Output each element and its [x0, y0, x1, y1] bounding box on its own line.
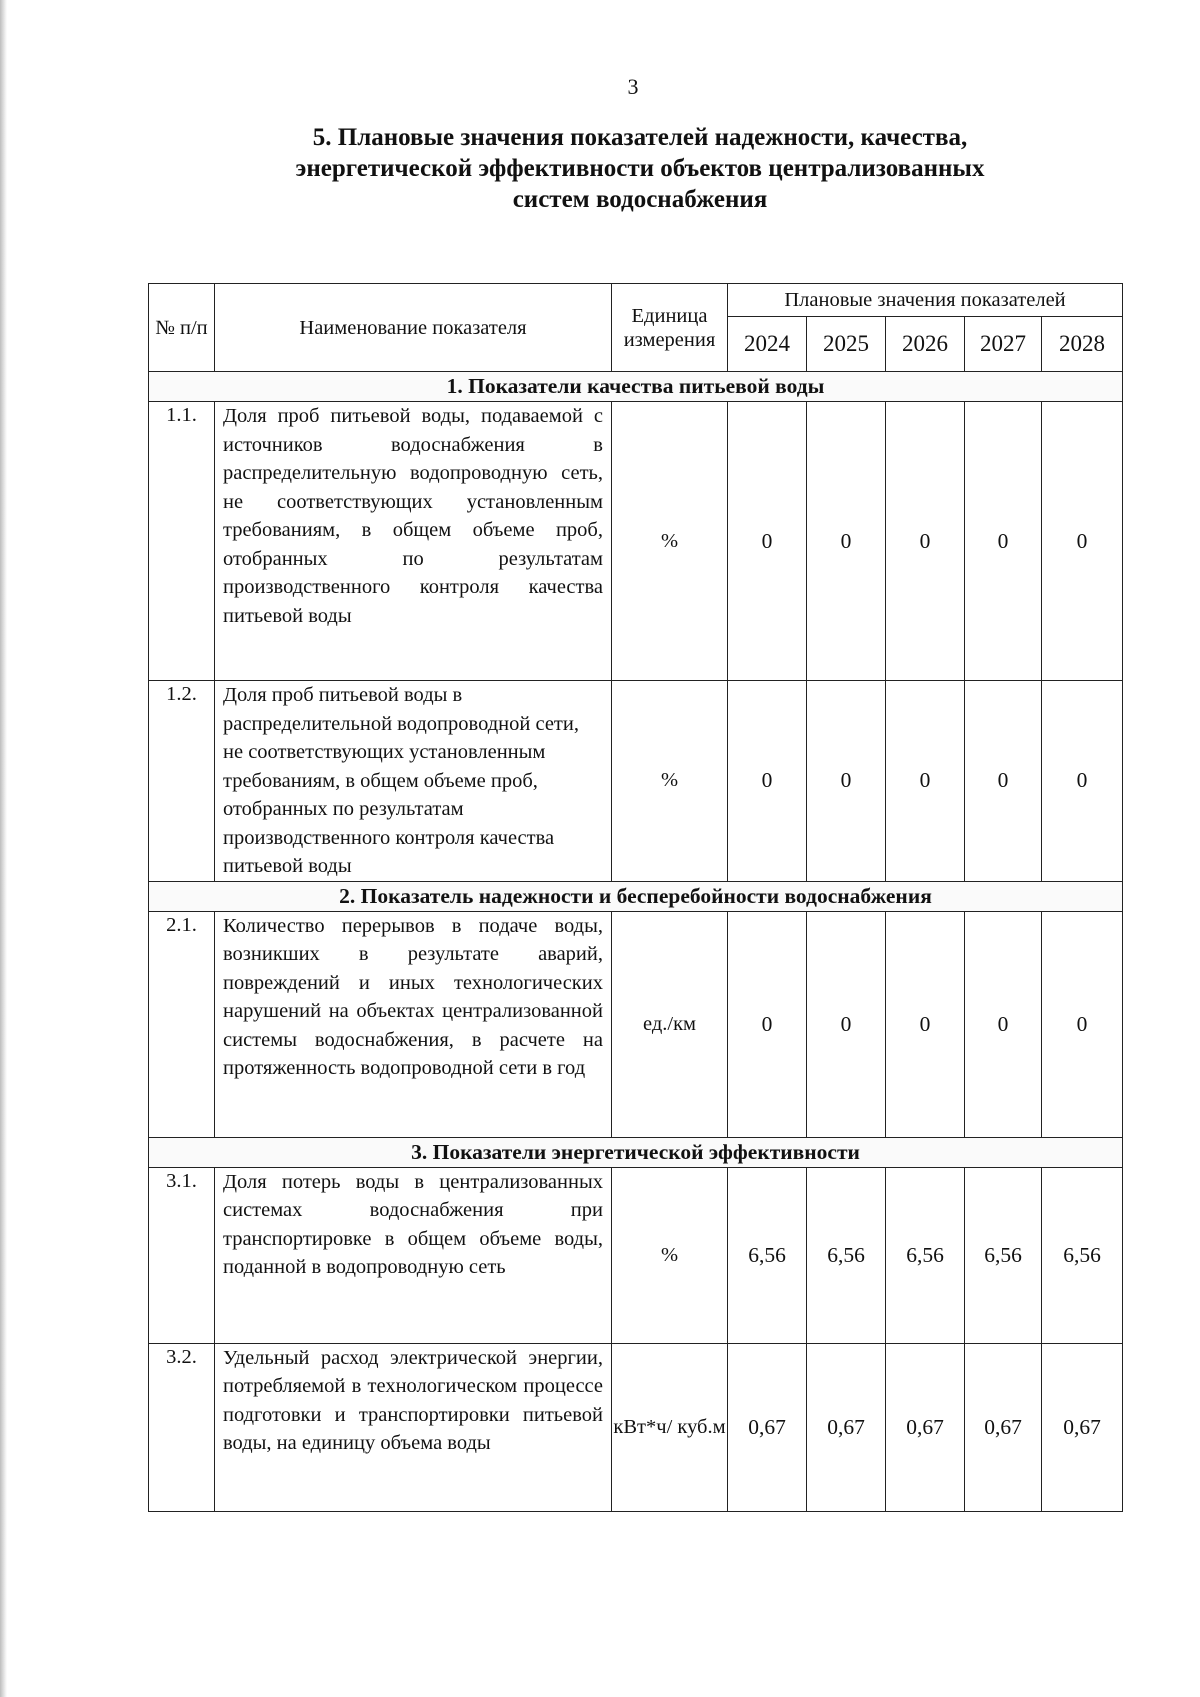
value-cell: 0,67: [728, 1343, 807, 1511]
indicator-name: Доля проб питьевой воды в распределительной водопроводной сети, не соответствующих установленным требованиям, в общем объеме проб, отобранных по результатам производственного контроля качества питьевой воды: [215, 681, 612, 882]
value-cell: 0: [807, 911, 886, 1137]
value-cell: 0: [965, 402, 1042, 681]
value-cell: 6,56: [728, 1167, 807, 1343]
value-cell: 6,56: [886, 1167, 965, 1343]
section-title: 1. Показатели качества питьевой воды: [149, 372, 1123, 402]
table-row: [149, 1343, 1123, 1511]
value-cell: 6,56: [965, 1167, 1042, 1343]
unit-cell: кВт*ч/ куб.м: [612, 1343, 728, 1511]
value-cell: 6,56: [807, 1167, 886, 1343]
value-cell: 0: [1042, 911, 1123, 1137]
row-number: 1.1.: [149, 402, 215, 681]
value-cell: 0: [965, 681, 1042, 882]
title-line: энергетической эффективности объектов централизованных: [295, 155, 985, 182]
header-year: 2028: [1042, 317, 1123, 372]
header-num: № п/п: [149, 284, 215, 372]
unit-cell: %: [612, 402, 728, 681]
value-cell: 0: [807, 681, 886, 882]
title-line: систем водоснабжения: [512, 186, 768, 213]
header-name: Наименование показателя: [215, 284, 612, 372]
value-cell: 0: [1042, 681, 1123, 882]
value-cell: 0: [886, 681, 965, 882]
value-cell: 0,67: [1042, 1343, 1123, 1511]
header-year: 2026: [886, 317, 965, 372]
page-number: 3: [627, 74, 639, 99]
row-number: 1.2.: [149, 681, 215, 882]
value-cell: 0,67: [807, 1343, 886, 1511]
indicator-name: Удельный расход электрической энергии, потребляемой в технологическом процессе подготовки и транспортировки питьевой воды, на единицу объема воды: [215, 1343, 612, 1511]
indicator-name: Доля проб питьевой воды, подаваемой с источников водоснабжения в распределительную водопроводную сеть, не соответствующих установленным требованиям, в общем объеме проб, отобранных по результатам производственного контроля качества питьевой воды: [215, 402, 612, 681]
value-cell: 0: [728, 681, 807, 882]
scan-edge: [0, 0, 7, 1697]
table-row: [149, 911, 1123, 1137]
unit-cell: %: [612, 1167, 728, 1343]
header-year: 2025: [807, 317, 886, 372]
unit-cell: ед./км: [612, 911, 728, 1137]
value-cell: 0: [807, 402, 886, 681]
value-cell: 0: [728, 911, 807, 1137]
row-number: 2.1.: [149, 911, 215, 1137]
value-cell: 6,56: [1042, 1167, 1123, 1343]
value-cell: 0: [886, 911, 965, 1137]
value-cell: 0: [965, 911, 1042, 1137]
header-year: 2027: [965, 317, 1042, 372]
indicator-name: Доля потерь воды в централизованных системах водоснабжения при транспортировке в общем объеме воды, поданной в водопроводную сеть: [215, 1167, 612, 1343]
indicators-table: [148, 283, 1123, 1512]
header-year: 2024: [728, 317, 807, 372]
table-row: [149, 402, 1123, 681]
value-cell: 0,67: [965, 1343, 1042, 1511]
value-cell: 0: [728, 402, 807, 681]
table-row: [149, 681, 1123, 882]
value-cell: 0,67: [886, 1343, 965, 1511]
header-planned-values: Плановые значения показателей: [728, 284, 1123, 317]
section-title: 3. Показатели энергетической эффективности: [149, 1137, 1123, 1167]
section-title: 2. Показатель надежности и бесперебойности водоснабжения: [149, 881, 1123, 911]
indicator-name: Количество перерывов в подаче воды, возникших в результате аварий, повреждений и иных технологических нарушений на объектах централизованной системы водоснабжения, в расчете на протяженность водопроводной сети в год: [215, 911, 612, 1137]
table-row: [149, 1167, 1123, 1343]
row-number: 3.2.: [149, 1343, 215, 1511]
title-line: 5. Плановые значения показателей надежности, качества,: [312, 124, 968, 151]
document-title: [210, 122, 1070, 215]
row-number: 3.1.: [149, 1167, 215, 1343]
unit-cell: %: [612, 681, 728, 882]
value-cell: 0: [1042, 402, 1123, 681]
value-cell: 0: [886, 402, 965, 681]
header-unit: Единица измерения: [612, 284, 728, 372]
